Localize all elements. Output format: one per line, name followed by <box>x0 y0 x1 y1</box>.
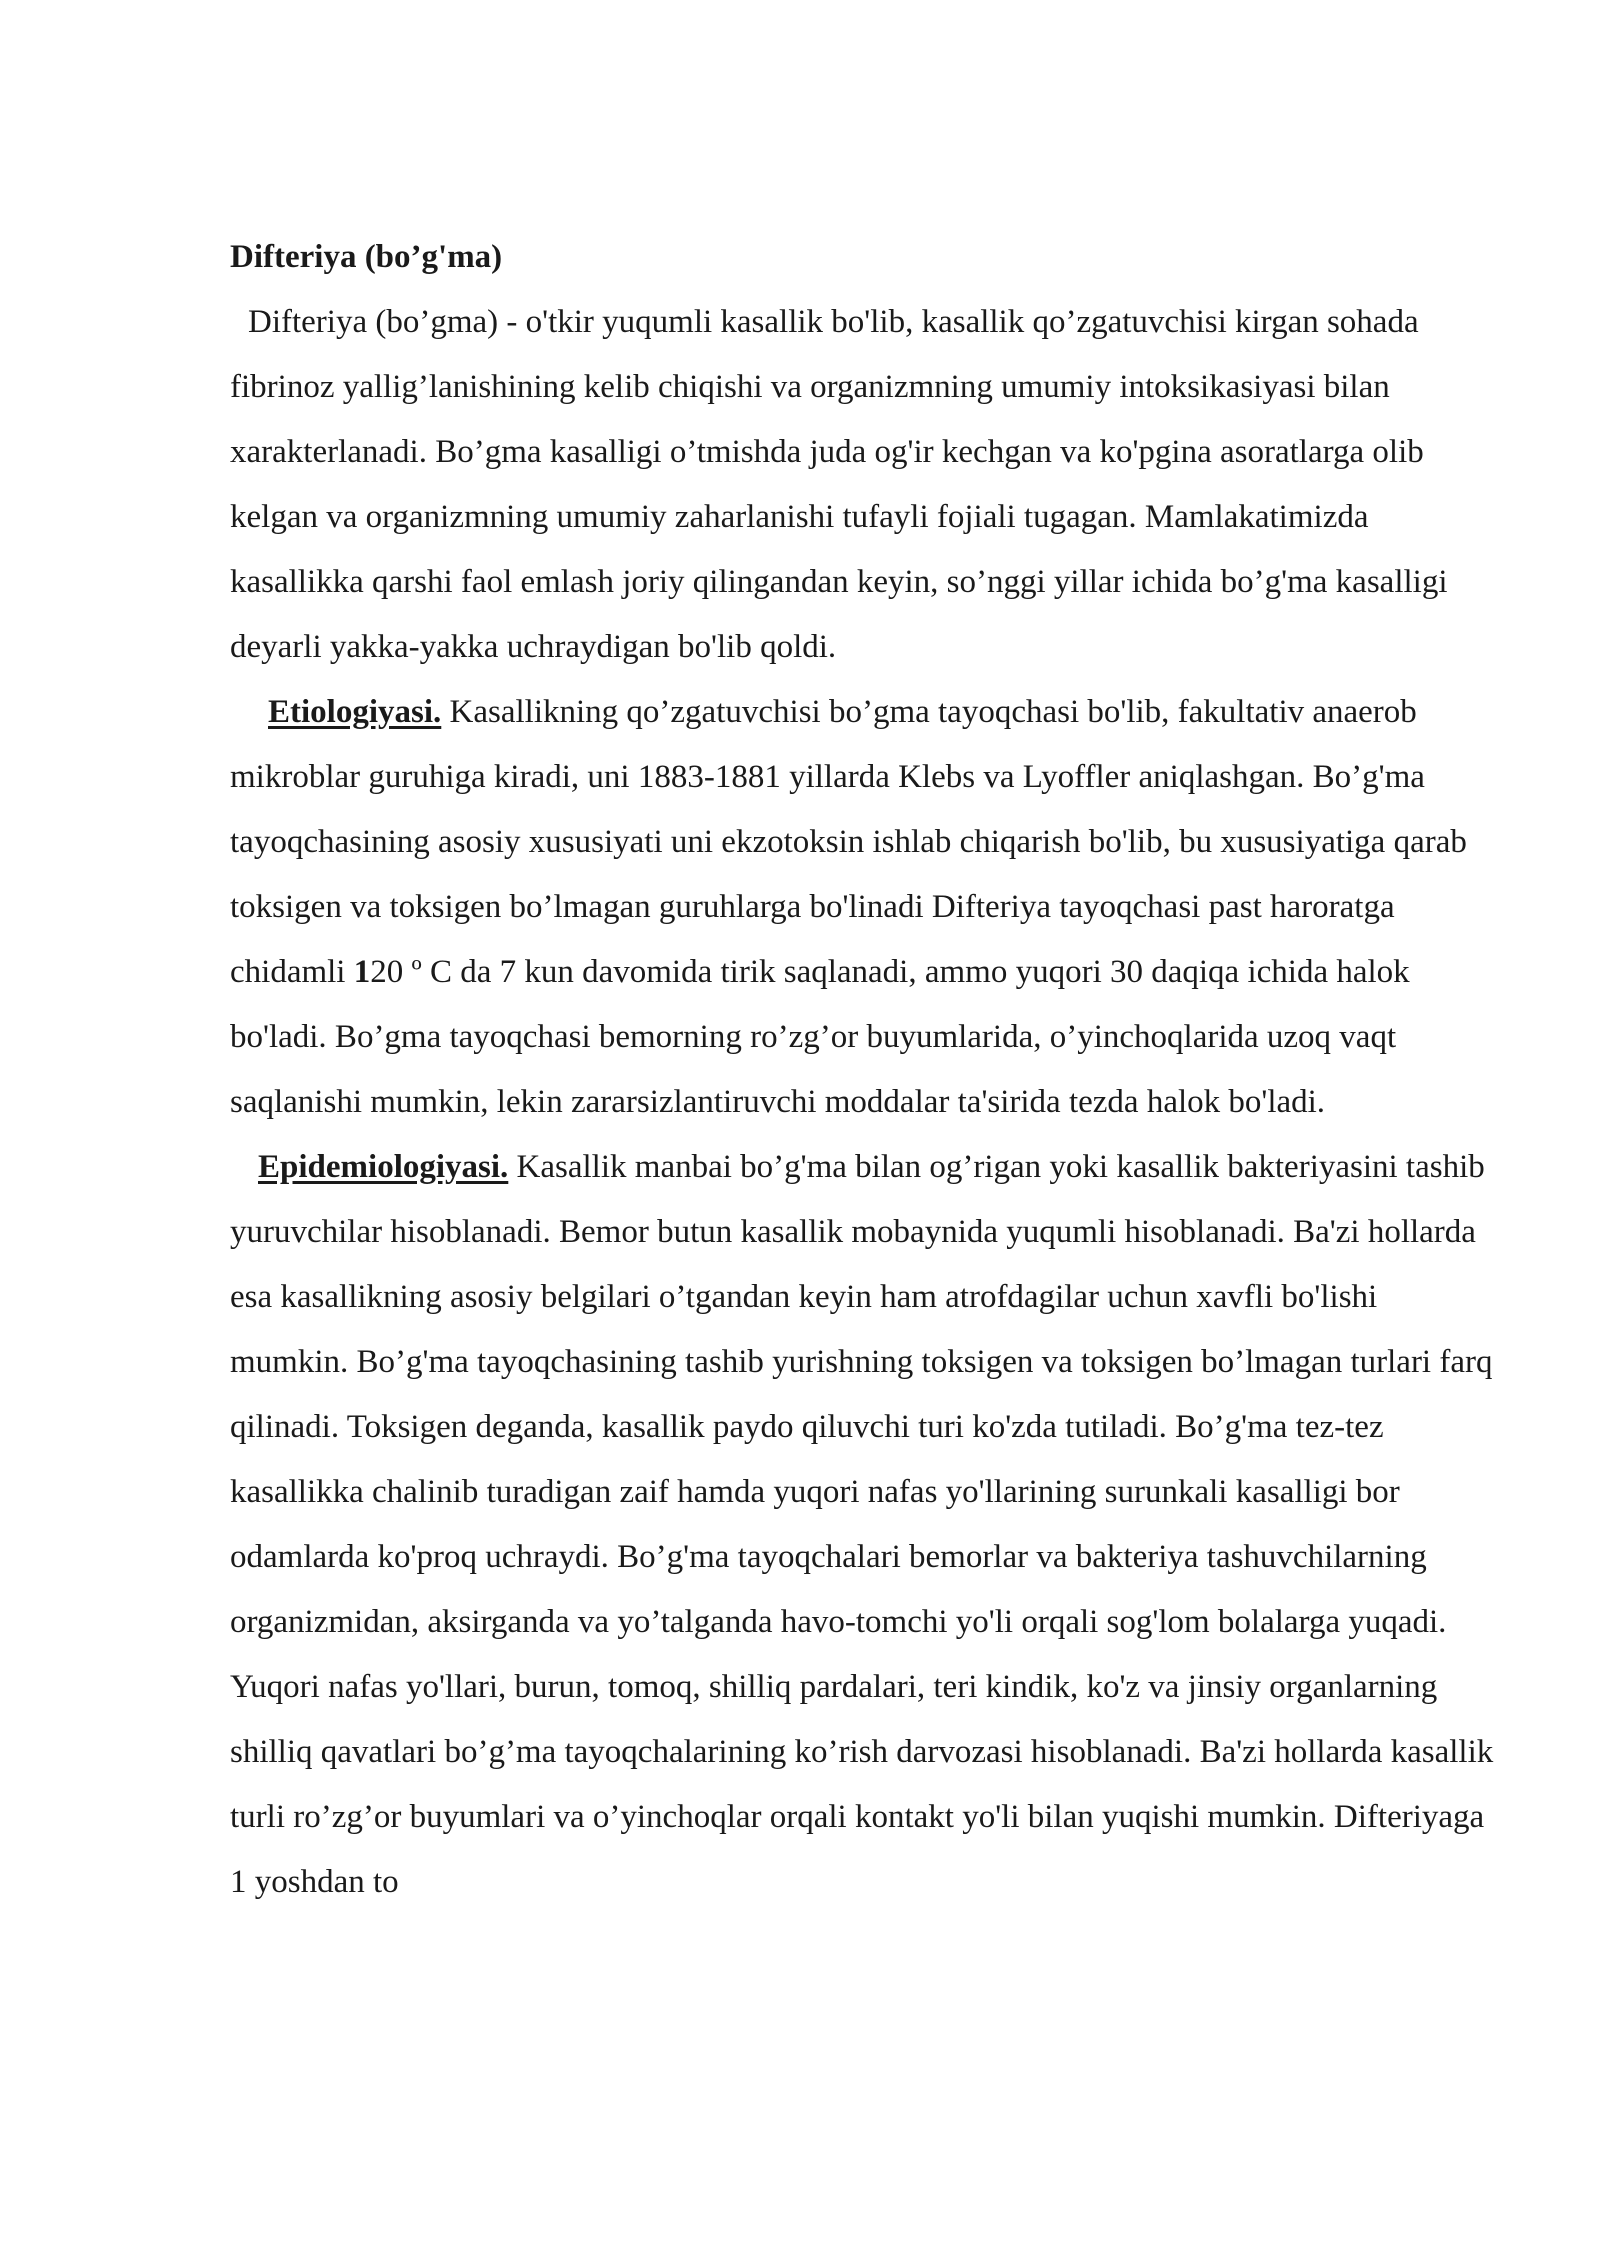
document-page <box>230 225 1502 1915</box>
etiology-heading: Etiologiyasi. <box>268 694 442 730</box>
etiology-text-b: 20 º C da 7 kun davomida tirik saqlanadi, ammo yuqori 30 daqiqa ichida halok bo'ladi. Bo’gma tayoqchasi bemorning ro’zg’or buyumlarida, o’yinchoqlarida uzoq vaqt saqlanishi mumkin, lekin zararsizlantiruvchi moddalar ta'sirida tezda halok bo'ladi. <box>230 954 1410 1120</box>
epidemiology-text: Kasallik manbai bo’g'ma bilan og’rigan yoki kasallik bakteriyasini tashib yuruvchilar hisoblanadi. Bemor butun kasallik mobaynida yuqumli hisoblanadi. Ba'zi hollarda esa kasallikning asosiy belgilari o’tgandan keyin ham atrofdagilar uchun xavfli bo'lishi mumkin. Bo’g'ma tayoqchasining tashib yurishning toksigen va toksigen bo’lmagan turlari farq qilinadi. Toksigen deganda, kasallik paydo qiluvchi turi ko'zda tutiladi. Bo’g'ma tez-tez kasallikka chalinib turadigan zaif hamda yuqori nafas yo'llarining surunkali kasalligi bor odamlarda ko'proq uchraydi. Bo’g'ma tayoqchalari bemorlar va bakteriya tashuvchilarning organizmidan, aksirganda va yo’talganda havo-tomchi yo'li orqali sog'lom bolalarga yuqadi. Yuqori nafas yo'llari, burun, tomoq, shilliq pardalari, teri kindik, ko'z va jinsiy organlarning shilliq qavatlari bo’g’ma tayoqchalarining ko’rish darvozasi hisoblanadi. Ba'zi hollarda kasallik turli ro’zg’or buyumlari va o’yinchoqlar orqali kontakt yo'li bilan yuqishi mumkin. Difteriyaga 1 yoshdan to <box>230 1149 1494 1900</box>
epidemiology-paragraph <box>230 1135 1502 1915</box>
etiology-paragraph <box>230 680 1502 1135</box>
intro-paragraph: Difteriya (bo’gma) - o'tkir yuqumli kasallik bo'lib, kasallik qo’zgatuvchisi kirgan sohada fibrinoz yallig’lanishining kelib chiqishi va organizmning umumiy intoksikasiyasi bilan xarakterlanadi. Bo’gma kasalligi o’tmishda juda og'ir kechgan va ko'pgina asoratlarga olib kelgan va organizmning umumiy zaharlanishi tufayli fojiali tugagan. Mamlakatimizda kasallikka qarshi faol emlash joriy qilingandan keyin, so’nggi yillar ichida bo’g'ma kasalligi deyarli yakka-yakka uchraydigan bo'lib qoldi. <box>230 304 1448 665</box>
document-title: Difteriya (bo’g'ma) <box>230 239 503 275</box>
etiology-text-a: Kasallikning qo’zgatuvchisi bo’gma tayoqchasi bo'lib, fakultativ anaerob mikroblar guruhiga kiradi, uni 1883-1881 yillarda Klebs va Lyoffler aniqlashgan. Bo’g'ma tayoqchasining asosiy xususiyati uni ekzotoksin ishlab chiqarish bo'lib, bu xususiyatiga qarab toksigen va toksigen bo’lmagan guruhlarga bo'linadi Difteriya tayoqchasi past haroratga chidamli <box>230 694 1467 990</box>
etiology-bold-digit: 1 <box>353 954 371 990</box>
epidemiology-heading: Epidemiologiyasi. <box>258 1149 509 1185</box>
